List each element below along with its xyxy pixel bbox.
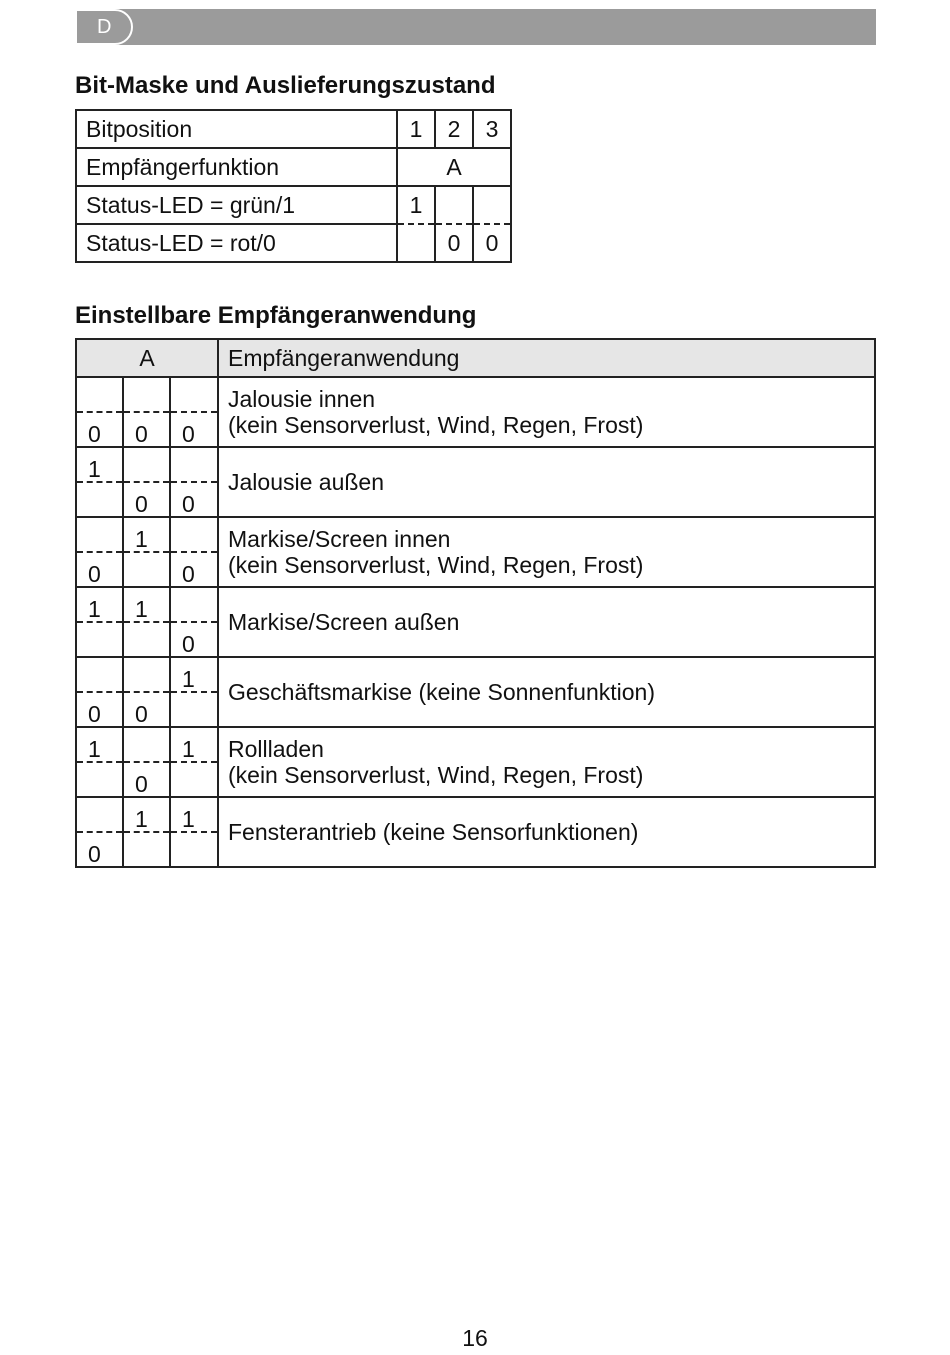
page-number: 16 xyxy=(462,1325,488,1351)
bit-cell xyxy=(123,832,170,867)
application-name: Jalousie innen xyxy=(228,386,376,412)
bit-cell: 1 xyxy=(123,587,170,622)
table-row xyxy=(76,727,875,762)
section-title-bitmask: Bit-Maske und Auslieferungszustand xyxy=(75,72,496,99)
bit-cell: 1 xyxy=(123,797,170,832)
application-name: Fensterantrieb (keine Sensorfunktionen) xyxy=(228,819,639,845)
bit-cell xyxy=(123,657,170,692)
row-label: Bitposition xyxy=(76,110,397,148)
table-row xyxy=(76,797,875,832)
row-label: Empfängerfunktion xyxy=(76,148,397,186)
bit-cell: 0 xyxy=(76,832,123,867)
header-application: Empfängeranwendung xyxy=(218,339,875,377)
bit-cell xyxy=(473,186,511,224)
bit-cell: 0 xyxy=(123,762,170,797)
bit-cell: 3 xyxy=(473,110,511,148)
application-table xyxy=(75,338,876,868)
application-description xyxy=(218,377,875,447)
bit-cell: 2 xyxy=(435,110,473,148)
bit-cell xyxy=(397,224,435,262)
bit-cell: 1 xyxy=(123,517,170,552)
bit-cell xyxy=(123,727,170,762)
table-row xyxy=(76,224,511,262)
bit-cell xyxy=(435,186,473,224)
bit-cell xyxy=(170,762,218,797)
bit-cell: 0 xyxy=(170,412,218,447)
bit-cell: 1 xyxy=(170,727,218,762)
application-name: Jalousie außen xyxy=(228,469,384,495)
bit-cell xyxy=(123,377,170,412)
bit-cell xyxy=(76,657,123,692)
bit-cell: 0 xyxy=(123,482,170,517)
bit-cell: 0 xyxy=(170,482,218,517)
bit-cell: 1 xyxy=(76,727,123,762)
bit-cell: 0 xyxy=(170,552,218,587)
section-title-application: Einstellbare Empfängeranwendung xyxy=(75,302,477,329)
bit-cell: 0 xyxy=(123,412,170,447)
application-note: (kein Sensorverlust, Wind, Regen, Frost) xyxy=(228,552,644,578)
bit-cell xyxy=(76,517,123,552)
table-row xyxy=(76,657,875,692)
bit-cell: 1 xyxy=(76,587,123,622)
bit-cell: 0 xyxy=(435,224,473,262)
function-span-cell: A xyxy=(397,148,511,186)
bit-cell xyxy=(170,517,218,552)
application-note: (kein Sensorverlust, Wind, Regen, Frost) xyxy=(228,762,644,788)
bit-cell: 0 xyxy=(76,412,123,447)
bit-cell: 1 xyxy=(397,186,435,224)
bit-cell: 0 xyxy=(170,622,218,657)
bit-cell: 1 xyxy=(170,657,218,692)
bit-cell xyxy=(76,482,123,517)
bit-cell: 0 xyxy=(123,692,170,727)
table-row xyxy=(76,587,875,622)
application-name: Rollladen xyxy=(228,736,324,762)
row-label: Status-LED = grün/1 xyxy=(76,186,397,224)
bit-cell xyxy=(76,797,123,832)
table-row xyxy=(76,148,511,186)
bit-cell xyxy=(76,377,123,412)
bit-cell xyxy=(76,762,123,797)
row-label: Status-LED = rot/0 xyxy=(76,224,397,262)
bitmask-table xyxy=(75,109,512,263)
application-description xyxy=(218,517,875,587)
application-note: (kein Sensorverlust, Wind, Regen, Frost) xyxy=(228,412,644,438)
bit-cell xyxy=(76,622,123,657)
application-name: Geschäftsmarkise (keine Sonnenfunktion) xyxy=(228,679,655,705)
bit-cell: 0 xyxy=(473,224,511,262)
bit-cell: 1 xyxy=(76,447,123,482)
bit-cell: 1 xyxy=(397,110,435,148)
bit-cell xyxy=(170,832,218,867)
table-row xyxy=(76,186,511,224)
table-row xyxy=(76,517,875,552)
bit-cell xyxy=(170,692,218,727)
bit-cell xyxy=(123,447,170,482)
application-name: Markise/Screen innen xyxy=(228,526,451,552)
application-description xyxy=(218,657,875,727)
table-row xyxy=(76,447,875,482)
table-row xyxy=(76,110,511,148)
bit-cell xyxy=(170,377,218,412)
bit-cell xyxy=(123,552,170,587)
bit-cell: 0 xyxy=(76,552,123,587)
header-a: A xyxy=(76,339,218,377)
bit-cell xyxy=(170,447,218,482)
header-bar xyxy=(75,9,876,45)
bit-cell xyxy=(123,622,170,657)
table-row xyxy=(76,377,875,412)
bit-cell xyxy=(170,587,218,622)
language-badge: D xyxy=(75,9,133,45)
table-header-row xyxy=(76,339,875,377)
application-name: Markise/Screen außen xyxy=(228,609,460,635)
application-description xyxy=(218,727,875,797)
application-description xyxy=(218,447,875,517)
bit-cell: 1 xyxy=(170,797,218,832)
bit-cell: 0 xyxy=(76,692,123,727)
application-description xyxy=(218,797,875,867)
application-description xyxy=(218,587,875,657)
